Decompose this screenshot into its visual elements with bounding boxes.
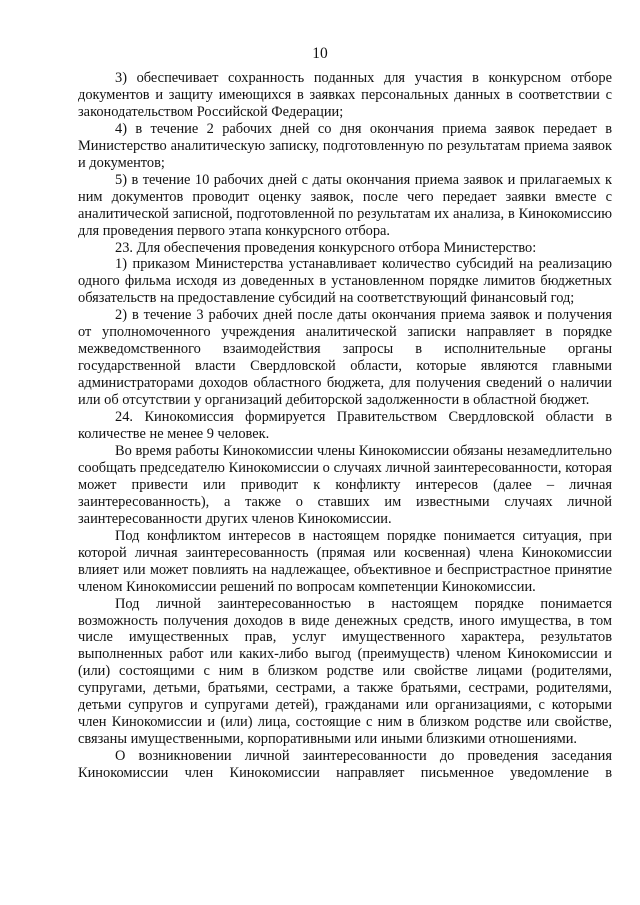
paragraph-clause-23-item-2: 2) в течение 3 рабочих дней после даты окончания приема заявок и получения от уполномоченного учреждения аналитической записки направляет в порядке межведомственного взаимодействия запросы в исполнительные органы государственной власти Свердловской области, которые являются главными администраторами доходов областного бюджета, для получения сведений о наличии или об отсутствии у организаций дебиторской задолженности в областной бюджет. <box>78 307 612 409</box>
paragraph-item-3: 3) обеспечивает сохранность поданных для участия в конкурсном отборе документов и защиту имеющихся в заявках персональных данных в соответствии с законодательством Российской Федерации; <box>78 70 612 120</box>
paragraph-clause-24: 24. Кинокомиссия формируется Правительством Свердловской области в количестве не менее 9 человек. <box>78 409 612 443</box>
page-number: 10 <box>312 45 328 62</box>
paragraph-clause-23-item-1: 1) приказом Министерства устанавливает количество субсидий на реализацию одного фильма исходя из доведенных в установленном порядке лимитов бюджетных обязательств на предоставление субсидий на соответствующий финансовый год; <box>78 256 612 307</box>
paragraph-conflict-duty: Во время работы Кинокомиссии члены Кинокомиссии обязаны незамедлительно сообщать председателю Кинокомиссии о случаях личной заинтересованности, которая может привести или приводит к конфликту интересов (далее – личная заинтересованность), а также о ставших им известными случаях личной заинтересованности других членов Кинокомиссии. <box>78 442 612 527</box>
paragraph-item-5: 5) в течение 10 рабочих дней с даты окончания приема заявок и прилагаемых к ним документов проводит оценку заявок, после чего передает заявки вместе с аналитической записной, подготовленной по результатам их анализа, в Кинокомиссию для проведения первого этапа конкурсного отбора. <box>78 171 612 239</box>
paragraph-conflict-definition: Под конфликтом интересов в настоящем порядке понимается ситуация, при которой личная заинтересованность (прямая или косвенная) члена Кинокомиссии влияет или может повлиять на надлежащее, объективное и беспристрастное принятие членом Кинокомиссии решений по вопросам компетенции Кинокомиссии. <box>78 527 612 595</box>
document-body <box>78 70 612 782</box>
paragraph-item-4: 4) в течение 2 рабочих дней со дня окончания приема заявок передает в Министерство аналитическую записку, подготовленную по результатам приема заявок и документов; <box>78 120 612 171</box>
paragraph-interest-definition: Под личной заинтересованностью в настоящем порядке понимается возможность получения доходов в виде денежных средств, иного имущества, в том числе имущественных прав, услуг имущественного характера, результатов выполненных работ или каких-либо выгод (преимуществ) членом Кинокомиссии и (или) состоящими с ним в близком родстве или свойстве лицами (родителями, супругами, детьми, братьями, сестрами, а также братьями, сестрами, родителями, детьми супругов и супругами детей), гражданами или организациями, с которыми член Кинокомиссии и (или) лица, состоящие с ним в близком родстве или свойстве, связаны имущественными, корпоративными или иными близкими отношениями. <box>78 595 612 748</box>
paragraph-notification: О возникновении личной заинтересованности до проведения заседания Кинокомиссии член Кинокомиссии направляет письменное уведомление в <box>78 748 612 782</box>
paragraph-clause-23: 23. Для обеспечения проведения конкурсного отбора Министерство: <box>115 239 537 256</box>
